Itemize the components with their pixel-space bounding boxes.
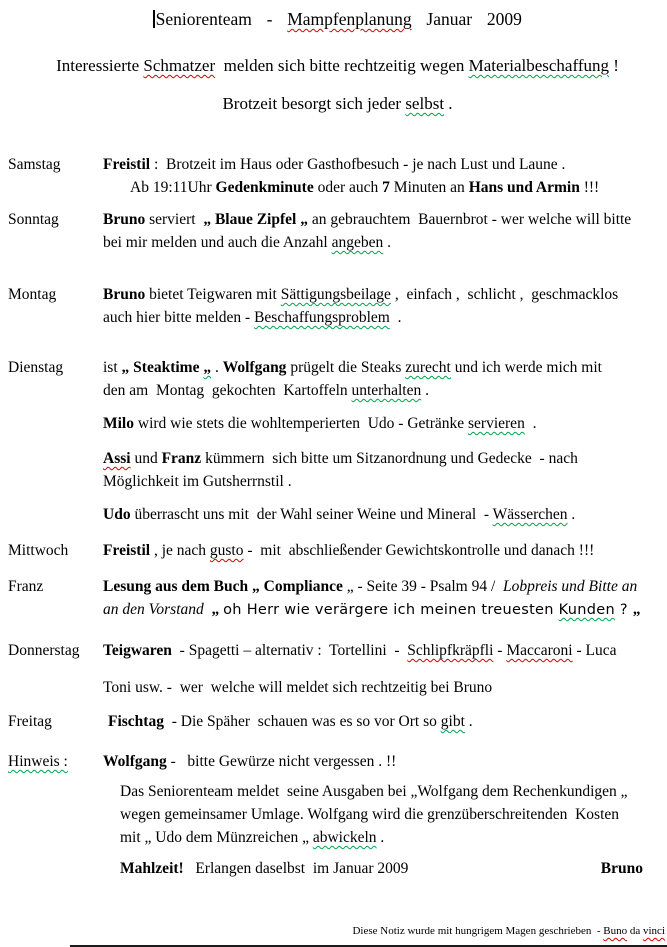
misspelled-word: Schmatzer [143,56,216,75]
text-line [103,803,667,826]
text-segment: Freistil [103,156,151,173]
text-line [103,447,667,470]
text-segment: ist [103,359,122,376]
line-text [103,309,401,326]
row-content [103,750,667,773]
line-text [120,783,628,800]
misspelled-word: zurecht [405,359,451,376]
text-segment: . [389,309,402,326]
text-line [8,54,667,77]
text-line [103,676,667,699]
day-row [8,857,667,880]
signature [601,857,643,880]
text-line [103,470,667,493]
misspelled-word: Materialbeschaffung [468,56,609,75]
row-label [8,153,103,199]
line-text [103,473,292,490]
misspelled-word: selbst [405,94,445,113]
text-segment: Das Seniorenteam meldet seine Ausgaben bei „Wolfgang dem Rechenkundigen „ [120,783,628,800]
line-text [352,925,665,937]
text-segment: Dienstag [8,359,64,376]
text-segment: Sonntag [8,211,59,228]
text-segment: Wolfgang [103,753,167,770]
text-segment: , je nach [150,542,210,559]
misspelled-word: gibt [440,713,465,730]
text-segment: . [444,94,453,113]
text-segment: und ich werde mich mit [450,359,602,376]
text-segment: Samstag [8,156,61,173]
day-row [8,412,667,435]
text-line [103,857,667,880]
text-segment: „ [211,601,224,618]
text-segment: - mit abschließender Gewichtskontrolle und danach !!! [243,542,595,559]
line-text [56,56,619,75]
text-segment: auch hier bitte melden - [103,309,255,326]
misspelled-word: Hinweis : [8,753,68,770]
row-label [8,447,103,493]
row-content [103,710,667,733]
text-segment: Lesung aus dem Buch „ Compliance [103,578,343,595]
text-segment: . [524,415,537,432]
day-row [8,539,667,562]
line-text [103,211,631,228]
text-segment: . [211,359,223,376]
row-label [8,539,103,562]
text-segment: wegen gemeinsamer Umlage. Wolfgang wird die grenzüberschreitenden Kosten [120,806,620,823]
row-label [8,503,103,526]
text-segment: an den Vorstand [103,601,204,618]
text-segment: . [383,234,391,251]
text-segment: !!! [579,179,600,196]
line-text [222,94,452,113]
row-label [8,780,103,849]
text-segment [204,601,212,618]
text-segment: , einfach , schlicht , geschmacklos [390,286,619,303]
line-text [120,857,408,880]
text-line [103,356,667,379]
text-line [8,924,665,939]
line-text [103,286,618,303]
text-segment: Freitag [8,713,52,730]
row-content [103,780,667,849]
text-segment: Minuten an [389,179,469,196]
text-segment: Fischtag [108,713,164,730]
row-content [103,857,667,880]
text-segment: Diese Notiz wurde mit hungrigem Magen geschrieben - [352,925,604,937]
text-line [103,780,667,803]
text-segment: Gedenkminute [215,179,314,196]
day-row [8,356,667,402]
misspelled-word: abwickeln [312,829,377,846]
text-segment: Udo [103,506,131,523]
misspelled-word: Sättigungsbeilage [280,286,391,303]
document-header [8,8,667,115]
line-text [130,179,599,196]
line-text [103,415,536,432]
document-body [8,153,667,880]
text-segment: „ Blaue Zipfel „ [203,211,308,228]
text-line [103,750,667,773]
text-segment: Interessierte [56,56,144,75]
misspelled-word: unterhalten [351,382,422,399]
day-row [8,639,667,699]
text-segment: Franz [8,578,44,595]
text-line [103,598,667,622]
text-line [103,503,667,526]
misspelled-word: Beschaffungsproblem [254,309,390,326]
line-text [103,359,602,376]
text-segment: Erlangen daselbst im Januar 2009 [183,860,409,877]
row-label [8,283,103,329]
text-segment: . [421,382,429,399]
text-segment: - bitte Gewürze nicht vergessen . !! [166,753,397,770]
line-text [153,9,522,29]
text-segment: Milo [103,415,134,432]
misspelled-word: servieren [468,415,525,432]
misspelled-word: Mampfenplanung [287,9,412,29]
day-row [8,447,667,493]
misspelled-word: gusto [209,542,244,559]
line-text [103,450,578,467]
line-text [103,542,594,559]
text-segment: 7 [382,179,390,196]
text-segment: Toni usw. - wer welche will meldet sich rechtzeitig bei Bruno [103,679,493,696]
text-segment: Donnerstag [8,642,80,659]
row-label [8,750,103,773]
text-segment: Januar 2009 [411,9,522,29]
day-row [8,750,667,773]
misspelled-word: Maccaroni [506,642,573,659]
misspelled-word: „ [203,359,212,376]
text-segment: serviert [145,211,204,228]
text-segment: und [130,450,162,467]
text-segment: - Luca [572,642,617,659]
text-line [103,826,667,849]
text-line [103,153,667,176]
text-line [103,306,667,329]
text-caret [153,10,155,28]
misspelled-word: Assi [103,450,131,467]
row-label [8,639,103,699]
text-segment: . [376,829,385,846]
text-line [8,8,667,31]
row-content [103,539,667,562]
text-segment: ! [609,56,619,75]
text-segment: den am Montag gekochten Kartoffeln [103,382,352,399]
text-segment: Möglichkeit im Gutsherrnstil . [103,473,292,490]
text-segment: . [464,713,473,730]
misspelled-word: angeben [331,234,384,251]
text-line [103,412,667,435]
row-label [8,575,103,622]
row-label [8,857,103,880]
text-segment: Bruno [103,211,146,228]
misspelled-word: Wässerchen [492,506,568,523]
row-content [103,153,667,199]
row-content [103,503,667,526]
line-text [103,753,396,770]
text-segment: : Brotzeit im Haus oder Gasthofbesuch - je nach Lust und Laune . [150,156,566,173]
text-line [103,208,667,231]
text-segment: Franz [161,450,202,467]
document-footer [8,924,667,939]
text-line [103,379,667,402]
row-content [103,639,667,699]
line-text [103,679,492,696]
text-line [103,231,667,254]
text-segment: Lobpreis und Bitte an [503,578,638,595]
text-segment: melden sich bitte rechtzeitig wegen [215,56,469,75]
text-segment: Teigwaren [103,642,172,659]
day-row [8,208,667,254]
row-label [8,208,103,254]
day-row [8,710,667,733]
line-text [103,642,616,659]
text-segment: wird wie stets die wohltemperierten Udo - Getränke [134,415,469,432]
text-segment: da [627,925,643,937]
text-segment: überrascht uns mit der Wahl seiner Weine und Mineral - [130,506,493,523]
line-text [120,806,619,823]
text-segment: prügelt die Steaks [286,359,406,376]
misspelled-word: Kunden [558,602,615,618]
row-content [103,412,667,435]
line-text [120,829,384,846]
text-segment: an gebrauchtem Bauernbrot - wer welche will bitte [307,211,632,228]
text-line [8,92,667,115]
text-segment: Brotzeit besorgt sich jeder [222,94,406,113]
text-segment: - [493,642,507,659]
text-line [103,283,667,306]
row-content [103,575,667,622]
text-line [103,575,667,598]
row-content [103,356,667,402]
text-segment: Ab 19:11Uhr [130,179,216,196]
day-row [8,575,667,622]
text-line [103,639,667,662]
text-line [103,176,667,199]
line-text [103,506,575,523]
text-segment: - Spagetti – alternativ : Tortellini - [171,642,408,659]
text-segment: Bruno [600,860,643,877]
row-content [103,447,667,493]
line-text [103,382,429,399]
text-segment: oder auch [313,179,383,196]
misspelled-word: vinci [643,925,665,937]
row-content [103,208,667,254]
text-line [103,539,667,562]
text-segment: Freistil [103,542,151,559]
line-text [108,713,473,730]
text-segment: Seniorenteam - [155,9,288,29]
text-segment: kümmern sich bitte um Sitzanordnung und Gedecke - nach [201,450,578,467]
row-label [8,710,103,733]
text-segment: „ Steaktime [121,359,204,376]
text-segment: oh Herr wie verärgere ich meinen treuesten [223,602,559,618]
text-segment: Mahlzeit! [120,860,184,877]
line-text [103,578,637,595]
text-segment: mit „ Udo dem Münzreichen „ [120,829,313,846]
row-label [8,412,103,435]
text-segment: Hans und Armin [468,179,580,196]
text-segment: Bruno [103,286,146,303]
text-segment: Mittwoch [8,542,69,559]
day-row [8,503,667,526]
text-segment: bietet Teigwaren mit [145,286,281,303]
text-segment: ? [614,602,633,618]
text-segment: „ - Seite 39 - Psalm 94 / [342,578,504,595]
line-text [103,156,565,173]
text-segment: . [567,506,576,523]
day-row [8,283,667,329]
day-row [8,153,667,199]
text-segment: Wolfgang [222,359,287,376]
text-segment: „ [632,601,641,618]
misspelled-word: Schlipfkräpfli [407,642,494,659]
line-text [103,234,391,251]
text-segment: - Die Späher schauen was es so vor Ort so [163,713,441,730]
day-row [8,780,667,849]
text-segment: Montag [8,286,57,303]
line-text [103,601,641,618]
text-segment: bei mir melden und auch die Anzahl [103,234,332,251]
text-line [103,710,667,733]
row-label [8,356,103,402]
misspelled-word: Buno [603,925,628,937]
row-content [103,283,667,329]
